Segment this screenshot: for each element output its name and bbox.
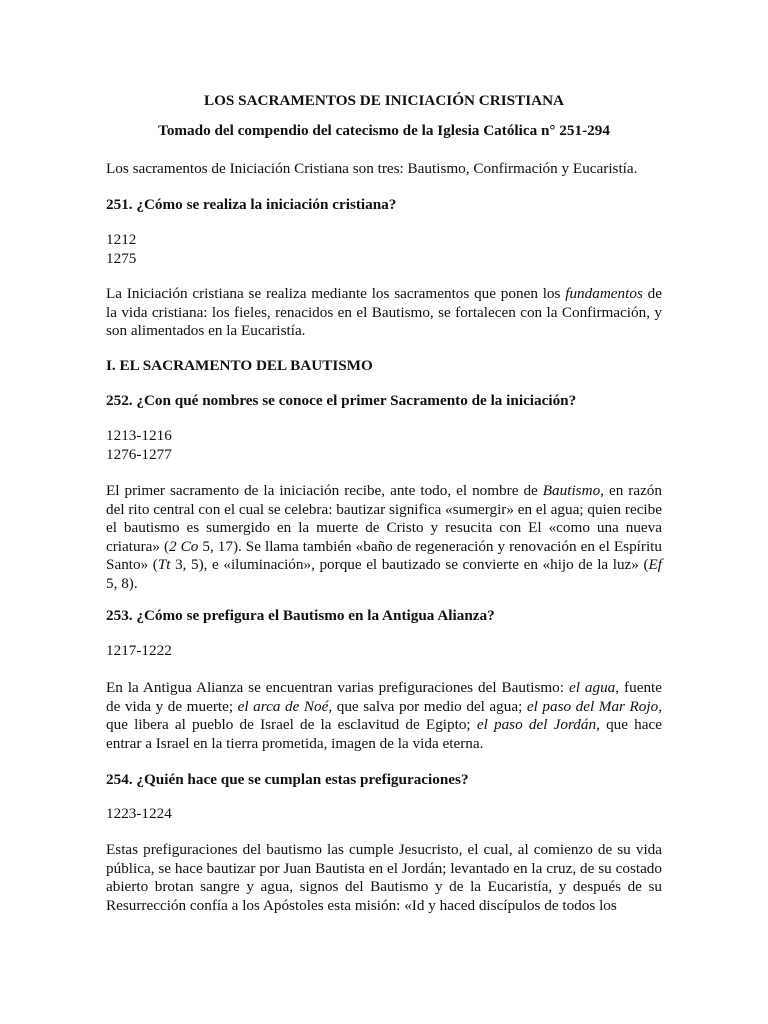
answer-text: , fuente de vida y de muerte; — [106, 679, 662, 715]
answer-emphasis: 2 Co — [169, 537, 199, 555]
answer-text: 5, 17). Se llama también «baño de regeneración y renovación en el Espíritu Santo» ( — [106, 537, 662, 573]
ref-line: 1276-1277 — [106, 445, 172, 463]
section-heading-bautismo: I. EL SACRAMENTO DEL BAUTISMO — [106, 357, 373, 374]
ref-line: 1212 — [106, 231, 137, 248]
answer-emphasis: el arca de Noé — [237, 697, 329, 715]
ref-line: 1213-1216 — [106, 427, 172, 444]
answer-text: 5, 8). — [106, 574, 138, 592]
answer-text: 3, 5), e «iluminación», porque el bautizado se convierte en «hijo de la luz» ( — [170, 556, 649, 573]
answer-252 — [106, 482, 662, 593]
refs-253 — [106, 642, 662, 661]
question-251: 251. ¿Cómo se realiza la iniciación cristiana? — [106, 196, 397, 213]
intro-paragraph: Los sacramentos de Iniciación Cristiana son tres: Bautismo, Confirmación y Eucaristía. — [106, 160, 638, 177]
question-253: 253. ¿Cómo se prefigura el Bautismo en la Antigua Alianza? — [106, 607, 495, 624]
document-subtitle: Tomado del compendio del catecismo de la Iglesia Católica n° 251-294 — [158, 122, 610, 139]
answer-emphasis: Ef — [648, 556, 663, 573]
ref-line: 1217-1222 — [106, 642, 172, 659]
answer-text: , que salva por medio del agua; — [328, 697, 527, 715]
answer-text: , que hace entrar a Israel en la tierra prometida, imagen de la vida eterna. — [106, 716, 662, 752]
ref-line: 1223-1224 — [106, 805, 172, 822]
question-254: 254. ¿Quién hace que se cumplan estas prefiguraciones? — [106, 771, 469, 788]
answer-emphasis: el paso del Mar Rojo — [526, 697, 659, 715]
answer-emphasis: el agua — [568, 679, 616, 696]
refs-254 — [106, 805, 662, 824]
refs-251 — [106, 231, 662, 268]
document-title: LOS SACRAMENTOS DE INICIACIÓN CRISTIANA — [203, 92, 565, 109]
answer-text: , en razón del rito central con el cual se celebra: bautizar significa «sumergir» en el agua; quien recibe el bautismo es sumergido en la muerte de Cristo y resucita con El «como una nueva criatura» ( — [106, 482, 662, 555]
refs-252 — [106, 427, 662, 464]
answer-emphasis: Tt — [157, 556, 171, 573]
answer-254 — [106, 841, 662, 915]
answer-text: , que libera al pueblo de Israel de la esclavitud de Egipto; — [106, 697, 662, 733]
answer-emphasis: Bautismo — [542, 482, 601, 499]
answer-emphasis: el paso del Jordán — [476, 716, 597, 733]
answer-text: de la vida cristiana: los fieles, renacidos en el Bautismo, se fortalecen con la Confirmación, y son alimentados en la Eucaristía. — [106, 285, 662, 339]
answer-text: El primer sacramento de la iniciación recibe, ante todo, el nombre de — [106, 482, 543, 499]
answer-emphasis: fundamentos — [565, 285, 643, 302]
question-252: 252. ¿Con qué nombres se conoce el primer Sacramento de la iniciación? — [106, 392, 577, 409]
answer-text: En la Antigua Alianza se encuentran varias prefiguraciones del Bautismo: — [106, 679, 569, 696]
ref-line: 1275 — [106, 249, 137, 267]
answer-253 — [106, 679, 662, 753]
answer-251 — [106, 285, 662, 341]
answer-text: La Iniciación cristiana se realiza mediante los sacramentos que ponen los — [106, 285, 566, 302]
answer-text: Estas prefiguraciones del bautismo las cumple Jesucristo, el cual, al comienzo de su vida pública, se hace bautizar por Juan Bautista en el Jordán; levantado en la cruz, de su costado abierto brotan sangre y agua, signos del Bautismo y de la Eucaristía, y después de su Resurrección confía a los Apóstoles esta misión: «Id y haced discípulos de todos los — [106, 841, 662, 914]
